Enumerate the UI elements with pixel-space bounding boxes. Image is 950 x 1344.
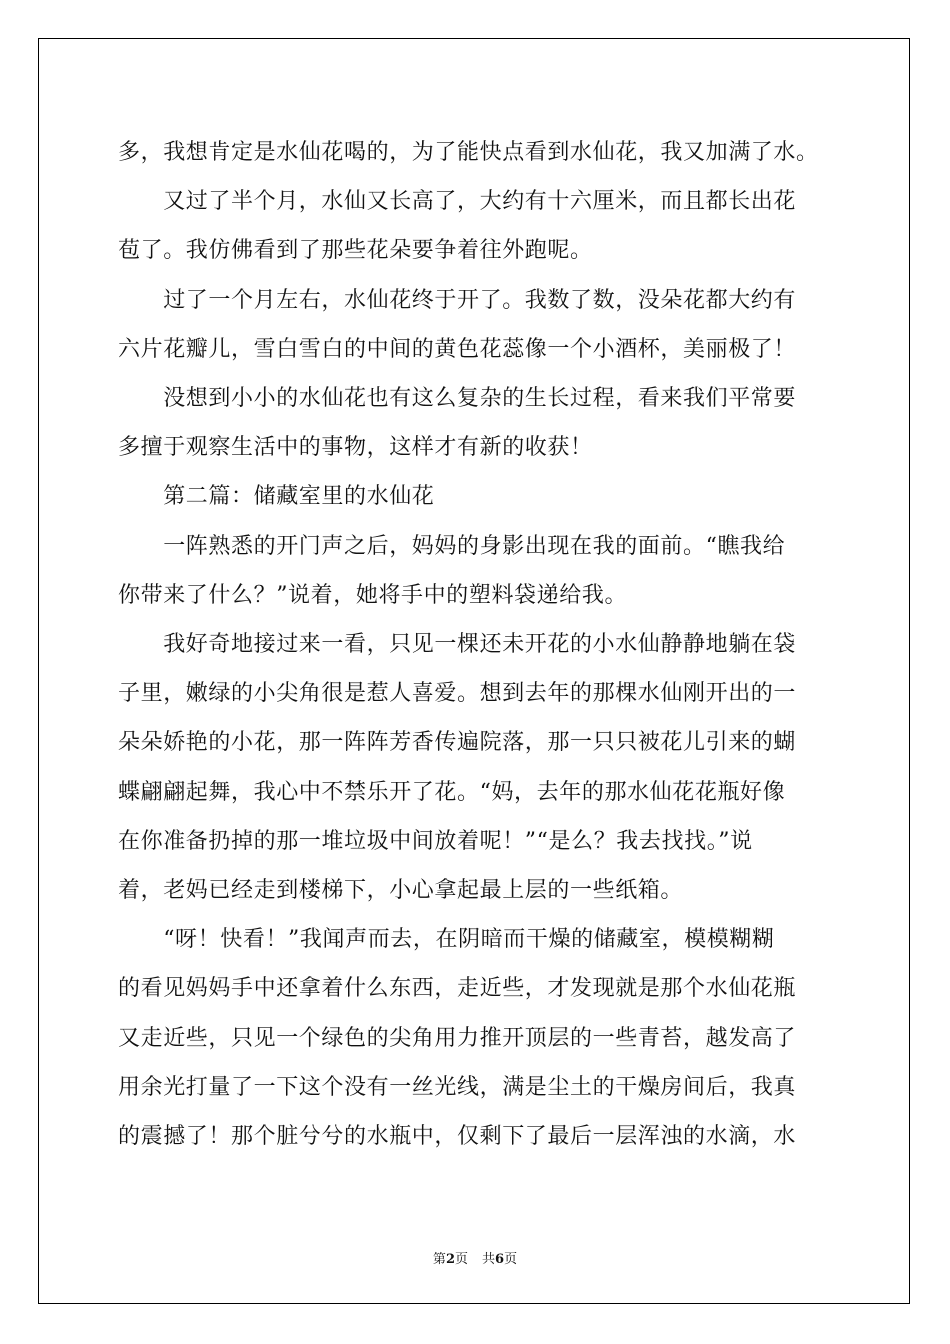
text-line: 又走近些，只见一个绿色的尖角用力推开顶层的一些青苔，越发高了: [118, 1025, 797, 1051]
page-number: 2: [445, 1252, 455, 1267]
text-line: 六片花瓣儿，雪白雪白的中间的黄色花蕊像一个小酒杯，美丽极了！: [118, 336, 797, 362]
total-pages: 6: [495, 1252, 505, 1267]
text-line: 蝶翩翩起舞，我心中不禁乐开了花。“妈，去年的那水仙花花瓶好像: [118, 779, 786, 805]
page-prefix: 第: [432, 1252, 446, 1267]
text-line: 你带来了什么？”说着，她将手中的塑料袋递给我。: [118, 582, 628, 608]
document-body: [118, 128, 834, 1161]
text-line: 又过了半个月，水仙又长高了，大约有十六厘米，而且都长出花: [118, 189, 797, 215]
text-line: 着，老妈已经走到楼梯下，小心拿起最上层的一些纸箱。: [118, 878, 684, 904]
total-suffix: 页: [504, 1252, 518, 1267]
text-line: “呀！快看！”我闻声而去，在阴暗而干燥的储藏室，模模糊糊: [118, 927, 775, 953]
section-heading: 第二篇：储藏室里的水仙花: [118, 484, 435, 510]
text-line: 用余光打量了一下这个没有一丝光线，满是尘土的干燥房间后，我真: [118, 1074, 797, 1100]
text-line: 多擅于观察生活中的事物，这样才有新的收获！: [118, 435, 593, 461]
text-line: 朵朵娇艳的小花，那一阵阵芳香传遍院落，那一只只被花儿引来的蝴: [118, 730, 797, 756]
text-line: 我好奇地接过来一看，只见一棵还未开花的小水仙静静地躺在袋: [118, 632, 797, 658]
text-line: 多，我想肯定是水仙花喝的，为了能快点看到水仙花，我又加满了水。: [118, 140, 819, 165]
page-suffix: 页: [454, 1252, 468, 1267]
page-footer: [0, 1248, 950, 1267]
text-line: 的看见妈妈手中还拿着什么东西，走近些，才发现就是那个水仙花瓶: [118, 976, 797, 1002]
text-line: 的震撼了！那个脏兮兮的水瓶中，仅剩下了最后一层浑浊的水滴，水: [118, 1124, 797, 1150]
text-line: 过了一个月左右，水仙花终于开了。我数了数，没朵花都大约有: [118, 287, 797, 313]
text-line: 没想到小小的水仙花也有这么复杂的生长过程，看来我们平常要: [118, 386, 797, 412]
text-line: 苞了。我仿佛看到了那些花朵要争着往外跑呢。: [118, 238, 593, 264]
text-line: 一阵熟悉的开门声之后，妈妈的身影出现在我的面前。“瞧我给: [118, 533, 786, 559]
text-line: 子里，嫩绿的小尖角很是惹人喜爱。想到去年的那棵水仙刚开出的一: [118, 681, 797, 707]
text-line: 在你准备扔掉的那一堆垃圾中间放着呢！”“是么？我去找找。”说: [118, 828, 753, 854]
total-prefix: 共: [482, 1252, 496, 1267]
